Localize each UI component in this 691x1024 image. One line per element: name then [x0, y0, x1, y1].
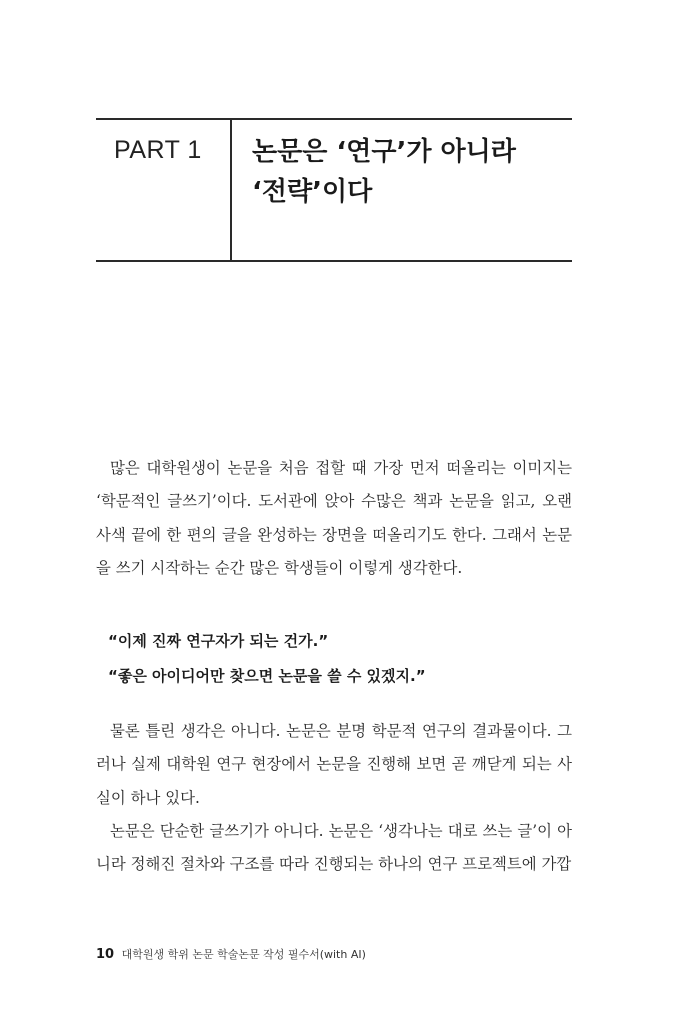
quote-line: “이제 진짜 연구자가 되는 건가.”: [108, 632, 329, 650]
part-title-line-2: ‘전략’이다: [252, 177, 373, 207]
paragraph-text: 논문은 단순한 글쓰기가 아니다. 논문은 ‘생각나는 대로 쓰는 글’이 아니라 정해진 절차와 구조를 따라 진행되는 하나의 연구 프로젝트에 가깝: [96, 821, 572, 874]
part-header: [96, 118, 572, 262]
quote-line: “좋은 아이디어만 찾으면 논문을 쓸 수 있겠지.”: [108, 667, 426, 685]
part-divider: [230, 120, 232, 260]
paragraph-text: 물론 틀린 생각은 아니다. 논문은 분명 학문적 연구의 결과물이다. 그러나 실제 대학원 연구 현장에서 논문을 진행해 보면 곧 깨닫게 되는 사실이 하나 있다.: [96, 722, 572, 807]
part-label: PART 1: [114, 136, 202, 164]
paragraph-2: [96, 715, 572, 881]
running-title: 대학원생 학위 논문 학술논문 작성 필수서(with AI): [121, 948, 366, 961]
paragraph-text: 많은 대학원생이 논문을 처음 접할 때 가장 먼저 떠올리는 이미지는 ‘학문적인 글쓰기’이다. 도서관에 앉아 수많은 책과 논문을 읽고, 오랜 사색 끝에 한 편의 글을 완성하는 장면을 떠올리기도 한다. 그래서 논문을 쓰기 시작하는 순간 많은 학생들이 이렇게 생각한다.: [96, 459, 572, 577]
quote-block: [108, 624, 426, 694]
page-footer: [96, 946, 366, 962]
part-title: [252, 132, 516, 212]
page-number: 10: [96, 947, 115, 962]
paragraph-1: [96, 452, 572, 585]
part-title-line-1: 논문은 ‘연구’가 아니라: [252, 137, 516, 167]
